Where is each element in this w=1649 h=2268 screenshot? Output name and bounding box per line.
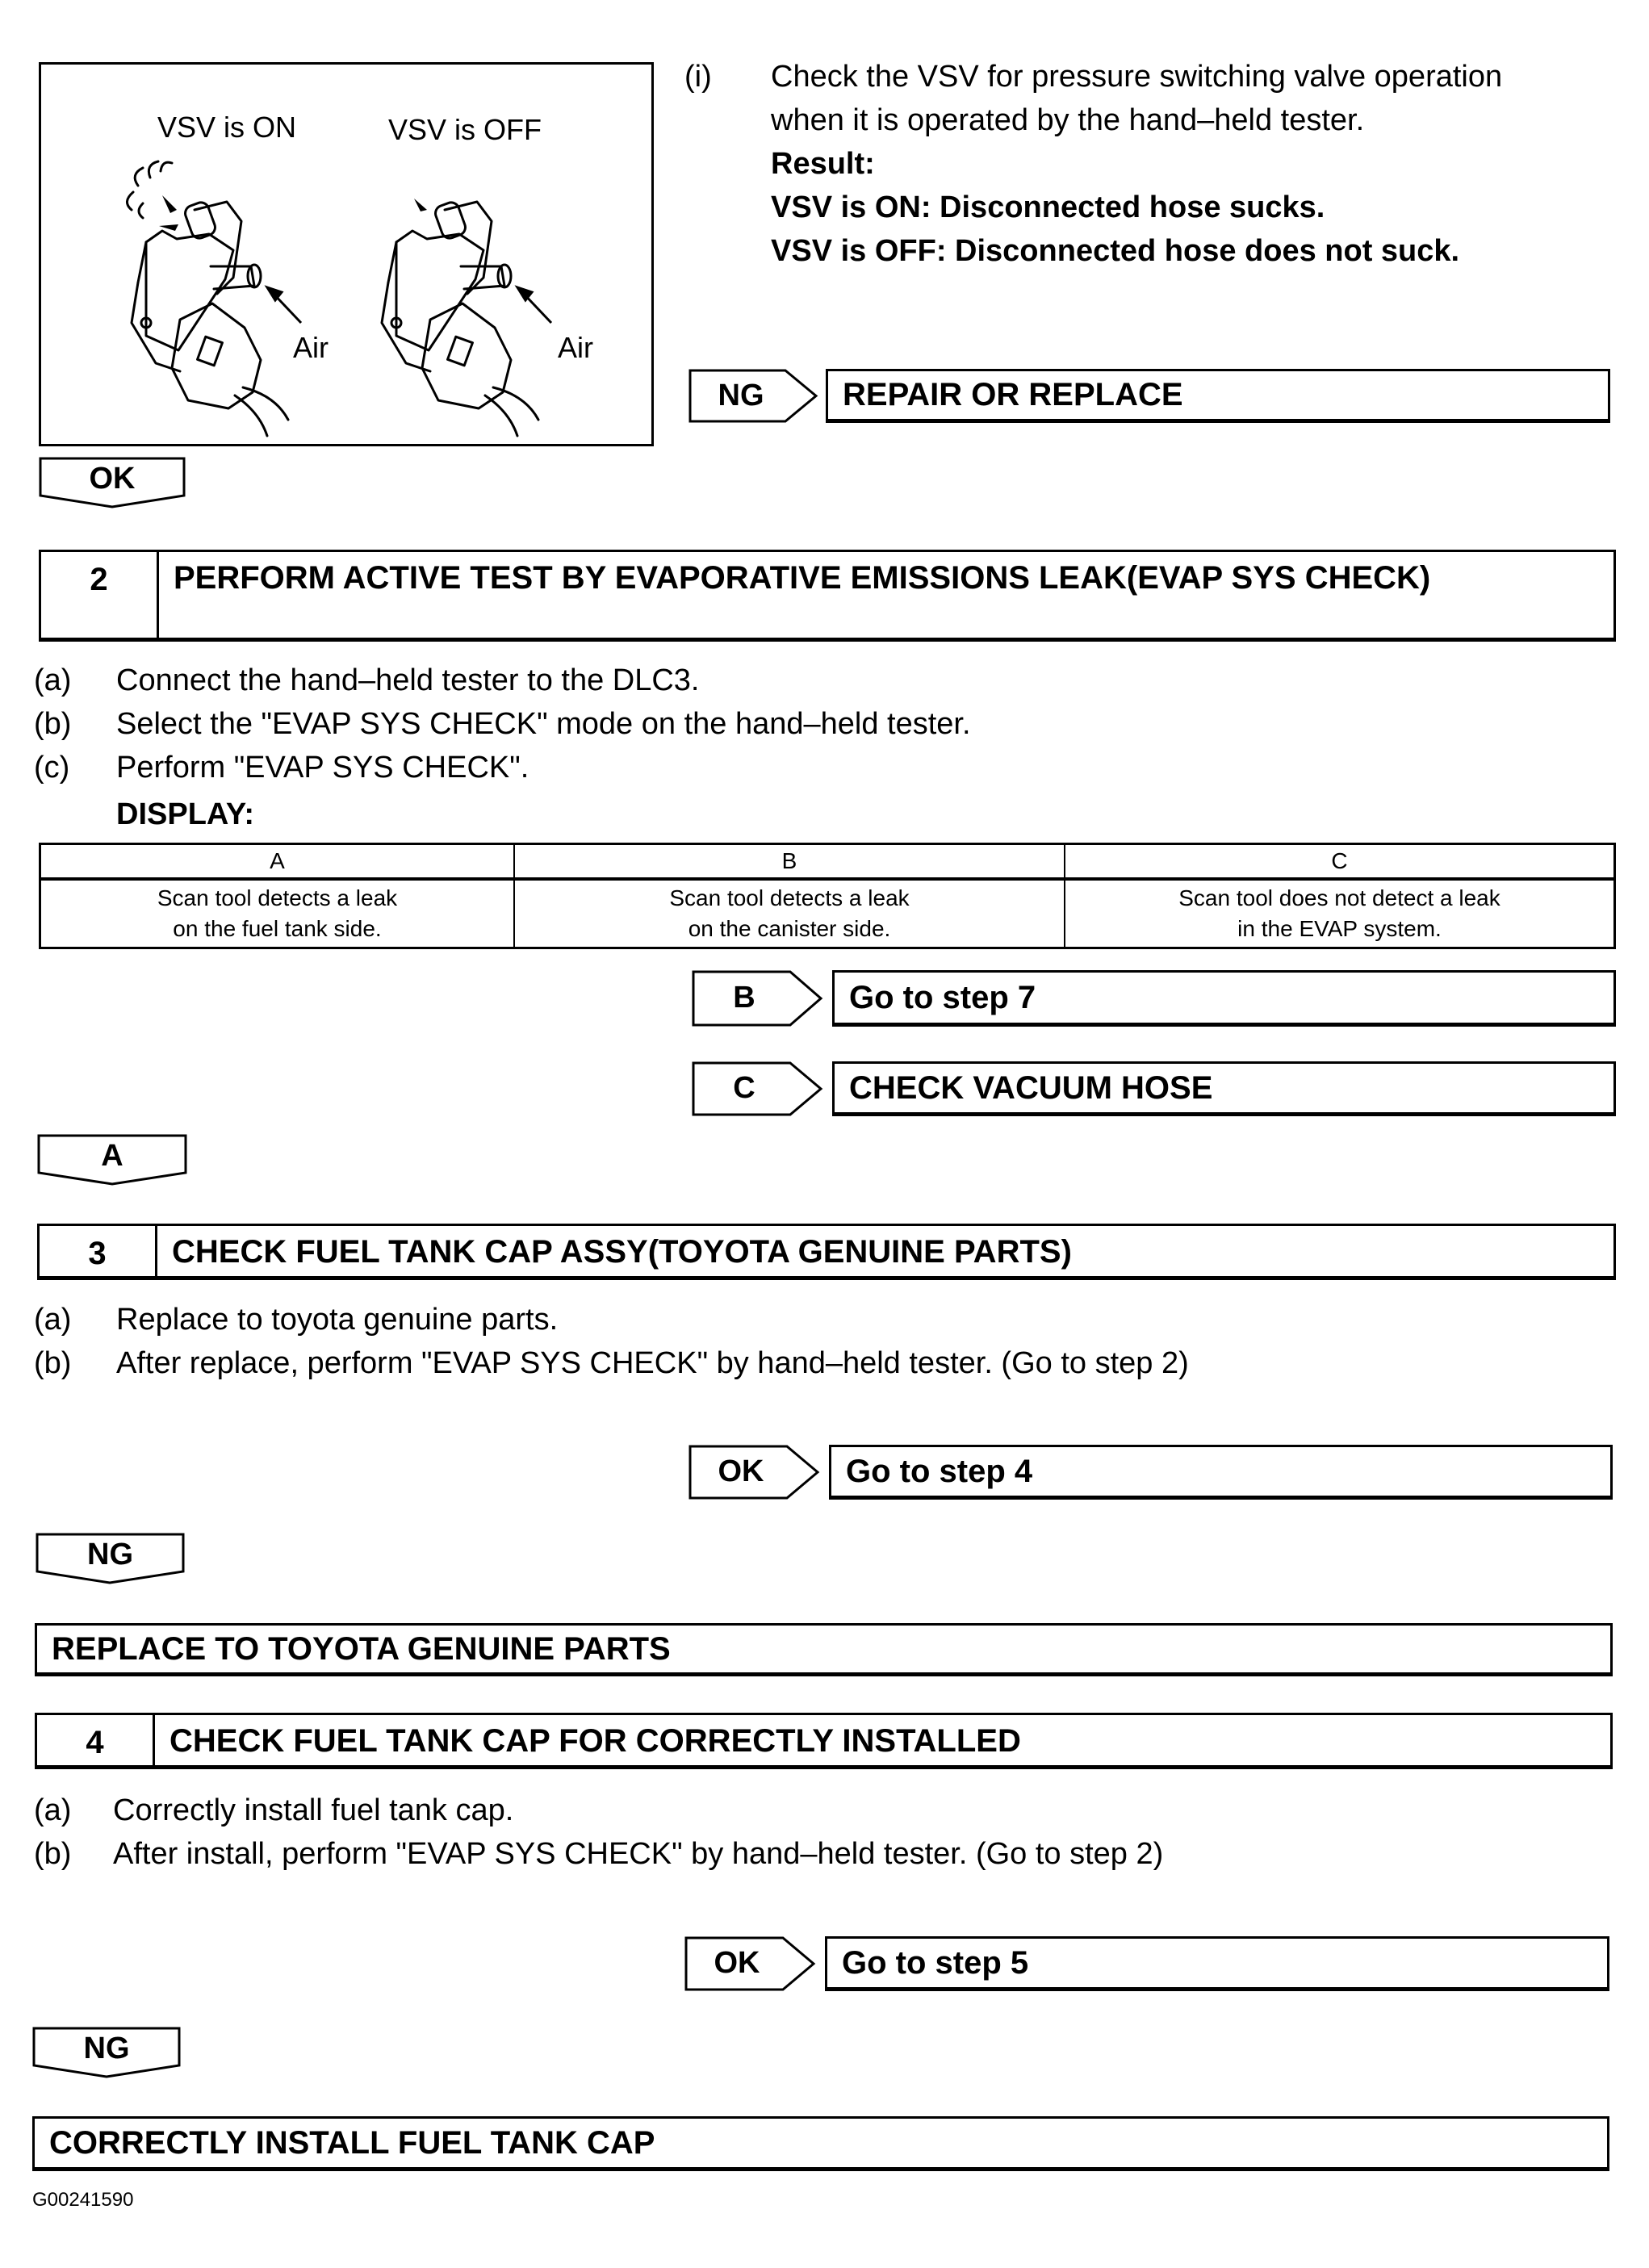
step-3-item-b: (b) After replace, perform "EVAP SYS CHECK" by hand–held tester. (Go to step 2) — [34, 1346, 1189, 1380]
c-tag-label: C — [733, 1071, 755, 1105]
result-vsv-off: VSV is OFF: Disconnected hose does not suck. — [771, 234, 1460, 268]
air-label-on: Air — [293, 331, 329, 364]
table-cell-b: Scan tool detects a leak on the canister side. — [514, 879, 1065, 948]
result-label: Result: — [771, 147, 875, 181]
ng-tag-right[interactable] — [688, 369, 819, 423]
replace-genuine-parts-box[interactable]: REPLACE TO TOYOTA GENUINE PARTS — [35, 1623, 1613, 1676]
ok-tag-label: OK — [89, 462, 136, 496]
vsv-off-valve-icon — [364, 153, 606, 444]
step-4-item-a: (a) Correctly install fuel tank cap. — [34, 1793, 514, 1827]
vsv-on-valve-icon — [114, 153, 356, 444]
ng-tag-down-step4[interactable] — [32, 2027, 181, 2078]
step-2-number: 2 — [41, 552, 159, 638]
step-2-item-c: (c) Perform "EVAP SYS CHECK". — [34, 751, 529, 785]
ng-tag-label: NG — [83, 2032, 130, 2065]
step-2-item-a: (a) Connect the hand–held tester to the DLC3. — [34, 663, 700, 697]
ng-tag-label: NG — [718, 379, 764, 412]
step-i-line2: when it is operated by the hand–held tester. — [771, 103, 1365, 137]
correctly-install-cap-box[interactable]: CORRECTLY INSTALL FUEL TANK CAP — [32, 2116, 1609, 2171]
table-header-a: A — [40, 844, 515, 880]
ng-tag-label: NG — [87, 1538, 133, 1571]
ok-tag-label: OK — [714, 1946, 760, 1980]
table-cell-a: Scan tool detects a leak on the fuel tank side. — [40, 879, 515, 948]
table-header-b: B — [514, 844, 1065, 880]
step-2-header — [39, 550, 1616, 642]
step-3-header — [37, 1224, 1616, 1280]
ng-tag-down-step3[interactable] — [36, 1533, 185, 1584]
step-4-title: CHECK FUEL TANK CAP FOR CORRECTLY INSTALLED — [170, 1723, 1021, 1759]
ok-tag-label: OK — [718, 1454, 764, 1488]
ok-tag-right-step3[interactable] — [688, 1445, 822, 1500]
step-4-number: 4 — [37, 1715, 155, 1765]
step-3-title: CHECK FUEL TANK CAP ASSY(TOYOTA GENUINE PARTS) — [172, 1234, 1072, 1270]
check-vacuum-hose-box[interactable]: CHECK VACUUM HOSE — [832, 1061, 1616, 1116]
vsv-illustration-box — [39, 62, 654, 446]
display-result-table — [39, 843, 1616, 949]
go-to-step-7-box[interactable]: Go to step 7 — [832, 970, 1616, 1027]
ok-tag-right-step4[interactable] — [684, 1936, 818, 1991]
step-4-header — [35, 1713, 1613, 1769]
figure-id: G00241590 — [32, 2189, 134, 2211]
step-3-item-a: (a) Replace to toyota genuine parts. — [34, 1303, 559, 1337]
go-to-step-4-box[interactable]: Go to step 4 — [829, 1445, 1613, 1500]
b-tag-right[interactable] — [692, 970, 825, 1027]
go-to-step-5-box[interactable]: Go to step 5 — [825, 1936, 1609, 1991]
vsv-on-label: VSV is ON — [157, 111, 297, 144]
table-header-c: C — [1065, 844, 1615, 880]
b-tag-label: B — [733, 981, 755, 1015]
step-i-marker: (i) — [684, 60, 712, 94]
ok-tag-down[interactable] — [39, 457, 186, 508]
step-4-item-b: (b) After install, perform "EVAP SYS CHECK" by hand–held tester. (Go to step 2) — [34, 1837, 1164, 1871]
step-2-title: PERFORM ACTIVE TEST BY EVAPORATIVE EMISSIONS LEAK(EVAP SYS CHECK) — [174, 560, 1431, 596]
vsv-off-label: VSV is OFF — [388, 113, 542, 146]
a-tag-label: A — [101, 1139, 123, 1173]
display-label: DISPLAY: — [116, 797, 255, 831]
result-vsv-on: VSV is ON: Disconnected hose sucks. — [771, 190, 1325, 224]
air-label-off: Air — [558, 331, 593, 364]
c-tag-right[interactable] — [692, 1061, 825, 1116]
repair-or-replace-box[interactable]: REPAIR OR REPLACE — [826, 369, 1610, 423]
step-3-number: 3 — [40, 1226, 157, 1276]
step-2-item-b: (b) Select the "EVAP SYS CHECK" mode on the hand–held tester. — [34, 707, 971, 741]
a-tag-down[interactable] — [37, 1134, 187, 1186]
step-i-line1: Check the VSV for pressure switching valve operation — [771, 60, 1503, 94]
table-cell-c: Scan tool does not detect a leak in the EVAP system. — [1065, 879, 1615, 948]
